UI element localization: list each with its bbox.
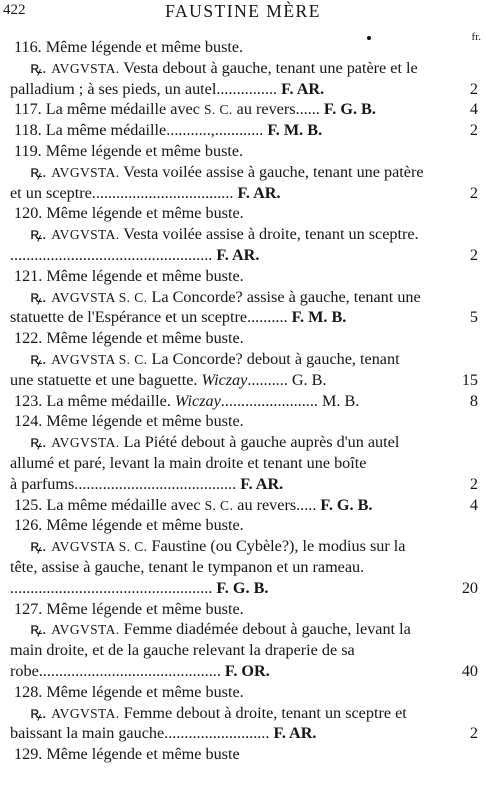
reverse-description-line (0, 224, 486, 245)
line-text: Même légende et même buste. (45, 141, 244, 160)
reverse-legend: AVGVSTA. (51, 622, 120, 638)
entry-line (0, 411, 486, 432)
reverse-mark: ꝶ. (30, 433, 47, 452)
line-text: palladium ; à ses pieds, un autel............... (10, 79, 278, 98)
price-value: 5 (469, 308, 478, 327)
source-citation: Wiczay (201, 370, 248, 389)
reverse-description-line (0, 349, 486, 370)
metal-size-reference: F. G. B. (323, 100, 376, 119)
entry-number: 129. (14, 745, 43, 764)
line-text: La même médaille...........,............ (45, 121, 264, 140)
entry-number: 125. (14, 495, 43, 514)
line-text: La même médaille avec (45, 100, 200, 119)
entry-line (0, 203, 486, 224)
line-text-continued: au revers..... (237, 495, 317, 514)
reverse-legend: AVGVSTA. (51, 227, 120, 243)
reverse-legend: AVGVSTA. (51, 60, 120, 76)
page-number: 422 (3, 2, 26, 18)
metal-size-reference: F. OR. (224, 661, 270, 680)
price-unit-label: fr. (471, 31, 481, 43)
entry-number: 118. (14, 121, 42, 140)
entry-line (0, 599, 486, 620)
line-text-continued: ........................ (220, 391, 318, 410)
line-text: Même légende et même buste. (46, 516, 244, 535)
entry-line (0, 682, 486, 703)
reverse-mark: ꝶ. (30, 225, 47, 244)
continuation-line (0, 307, 486, 328)
line-text: robe............................................. (10, 661, 221, 680)
line-text: à parfums........................................ (10, 474, 237, 493)
countermark-legend: S. C. (204, 497, 234, 513)
entry-number: 117. (14, 100, 42, 119)
metal-size-reference: M. B. (321, 391, 360, 410)
metal-size-reference: F. G. B. (216, 578, 269, 597)
metal-size-reference: F. AR. (216, 245, 260, 264)
continuation-line (0, 453, 486, 474)
reverse-description-line (0, 58, 486, 79)
price-value: 2 (469, 724, 478, 743)
line-text: Vesta voilée assise à gauche, tenant une patère (123, 162, 424, 181)
line-text: statuette de l'Espérance et un sceptre.......... (10, 308, 288, 327)
entry-number: 120. (14, 204, 43, 223)
reverse-description-line (0, 287, 486, 308)
continuation-line (0, 245, 486, 266)
catalogue-entries (0, 37, 486, 765)
price-value: 8 (469, 391, 478, 410)
line-text: Même légende et même buste. (46, 329, 244, 348)
entry-line (0, 391, 486, 412)
entry-number: 128. (14, 682, 43, 701)
reverse-legend: AVGVSTA. (51, 705, 120, 721)
line-text: Femme debout à droite, tenant un sceptre et (123, 703, 407, 722)
entry-number: 127. (14, 599, 43, 618)
line-text: La Piété debout à gauche auprès d'un autel (123, 433, 400, 452)
line-text: La Concorde? assise à gauche, tenant une (151, 287, 421, 306)
metal-size-reference: F. AR. (240, 474, 284, 493)
line-text: allumé et paré, levant la main droite et tenant une boîte (10, 453, 367, 472)
entry-line (0, 515, 486, 536)
continuation-line (0, 474, 486, 495)
continuation-line (0, 661, 486, 682)
metal-size-reference: F. M. B. (267, 121, 323, 140)
metal-size-reference: F. G. B. (320, 495, 373, 514)
reverse-mark: ꝶ. (30, 287, 47, 306)
line-text: Même légende et même buste. (45, 38, 244, 56)
page-title: FAUSTINE MÈRE (165, 1, 321, 21)
line-text: La Concorde? debout à gauche, tenant (151, 349, 400, 368)
line-text: main droite, et de la gauche relevant la draperie de sa (10, 641, 355, 660)
reverse-description-line (0, 703, 486, 724)
metal-size-reference: F. AR. (273, 724, 317, 743)
metal-size-reference: F. M. B. (291, 308, 347, 327)
reverse-mark: ꝶ. (30, 162, 47, 181)
reverse-mark: ꝶ. (30, 349, 47, 368)
price-value: 2 (469, 245, 478, 264)
metal-size-reference: F. AR. (281, 79, 325, 98)
reverse-legend: AVGVSTA S. C. (51, 289, 148, 305)
line-text: Vesta voilée assise à droite, tenant un sceptre. (123, 225, 419, 244)
metal-size-reference: F. AR. (237, 183, 281, 202)
line-text: Même légende et même buste. (46, 599, 244, 618)
reverse-description-line (0, 432, 486, 453)
entry-line (0, 99, 486, 120)
continuation-line (0, 640, 486, 661)
line-text: Faustine (ou Cybèle?), le modius sur la (151, 537, 406, 556)
continuation-line (0, 557, 486, 578)
price-value: 2 (469, 183, 478, 202)
reverse-mark: ꝶ. (30, 620, 47, 639)
reverse-description-line (0, 162, 486, 183)
reverse-legend: AVGVSTA S. C. (51, 539, 148, 555)
line-text: Femme diadémée debout à gauche, levant la (123, 620, 411, 639)
line-text: Vesta debout à gauche, tenant une patère et le (123, 58, 418, 77)
countermark-legend: S. C. (203, 102, 233, 118)
line-text: La même médaille. (46, 391, 171, 410)
entry-line (0, 495, 486, 516)
line-text: .................................................. (10, 578, 213, 597)
entry-line (0, 328, 486, 349)
price-value: 15 (461, 370, 478, 389)
continuation-line (0, 370, 486, 391)
entry-line (0, 120, 486, 141)
line-text-continued: .......... (247, 370, 288, 389)
continuation-line (0, 183, 486, 204)
entry-number: 119. (14, 141, 42, 160)
line-text: et un sceptre................................... (10, 183, 234, 202)
reverse-mark: ꝶ. (30, 537, 47, 556)
price-value: 2 (469, 79, 478, 98)
entry-number: 116. (14, 38, 42, 56)
reverse-mark: ꝶ. (30, 58, 47, 77)
entry-line (0, 266, 486, 287)
line-text: Même légende et même buste. (46, 266, 244, 285)
price-value: 40 (461, 661, 478, 680)
line-text-continued: au revers...... (236, 100, 320, 119)
line-text: tête, assise à gauche, tenant le tympanon et un rameau. (10, 557, 365, 576)
line-text: Même légende et même buste (46, 745, 240, 764)
reverse-description-line (0, 619, 486, 640)
entry-number: 121. (14, 266, 43, 285)
entry-number: 123. (14, 391, 43, 410)
price-value: 2 (469, 474, 478, 493)
line-text: .................................................. (10, 245, 213, 264)
line-text: Même légende et même buste. (46, 204, 244, 223)
reverse-mark: ꝶ. (30, 703, 47, 722)
source-citation: Wiczay (174, 391, 221, 410)
price-value: 4 (469, 100, 478, 119)
reverse-legend: AVGVSTA S. C. (51, 351, 148, 367)
price-value: 2 (469, 121, 478, 140)
line-text: Même légende et même buste. (46, 682, 244, 701)
entry-line (0, 744, 486, 765)
line-text: Même légende et même buste. (46, 412, 244, 431)
entry-number: 122. (14, 329, 43, 348)
line-text: baissant la main gauche.......................... (10, 724, 270, 743)
price-value: 4 (469, 495, 478, 514)
metal-size-reference: G. B. (291, 370, 327, 389)
reverse-description-line (0, 536, 486, 557)
line-text: une statuette et une baguette. (10, 370, 198, 389)
continuation-line (0, 79, 486, 100)
entry-number: 124. (14, 412, 43, 431)
entry-line (0, 141, 486, 162)
continuation-line (0, 723, 486, 744)
entry-number: 126. (14, 516, 43, 535)
continuation-line (0, 578, 486, 599)
reverse-legend: AVGVSTA. (51, 164, 120, 180)
reverse-legend: AVGVSTA. (51, 435, 120, 451)
price-value: 20 (461, 578, 478, 597)
line-text: La même médaille avec (46, 495, 201, 514)
running-header (0, 0, 486, 30)
entry-line (0, 37, 486, 58)
